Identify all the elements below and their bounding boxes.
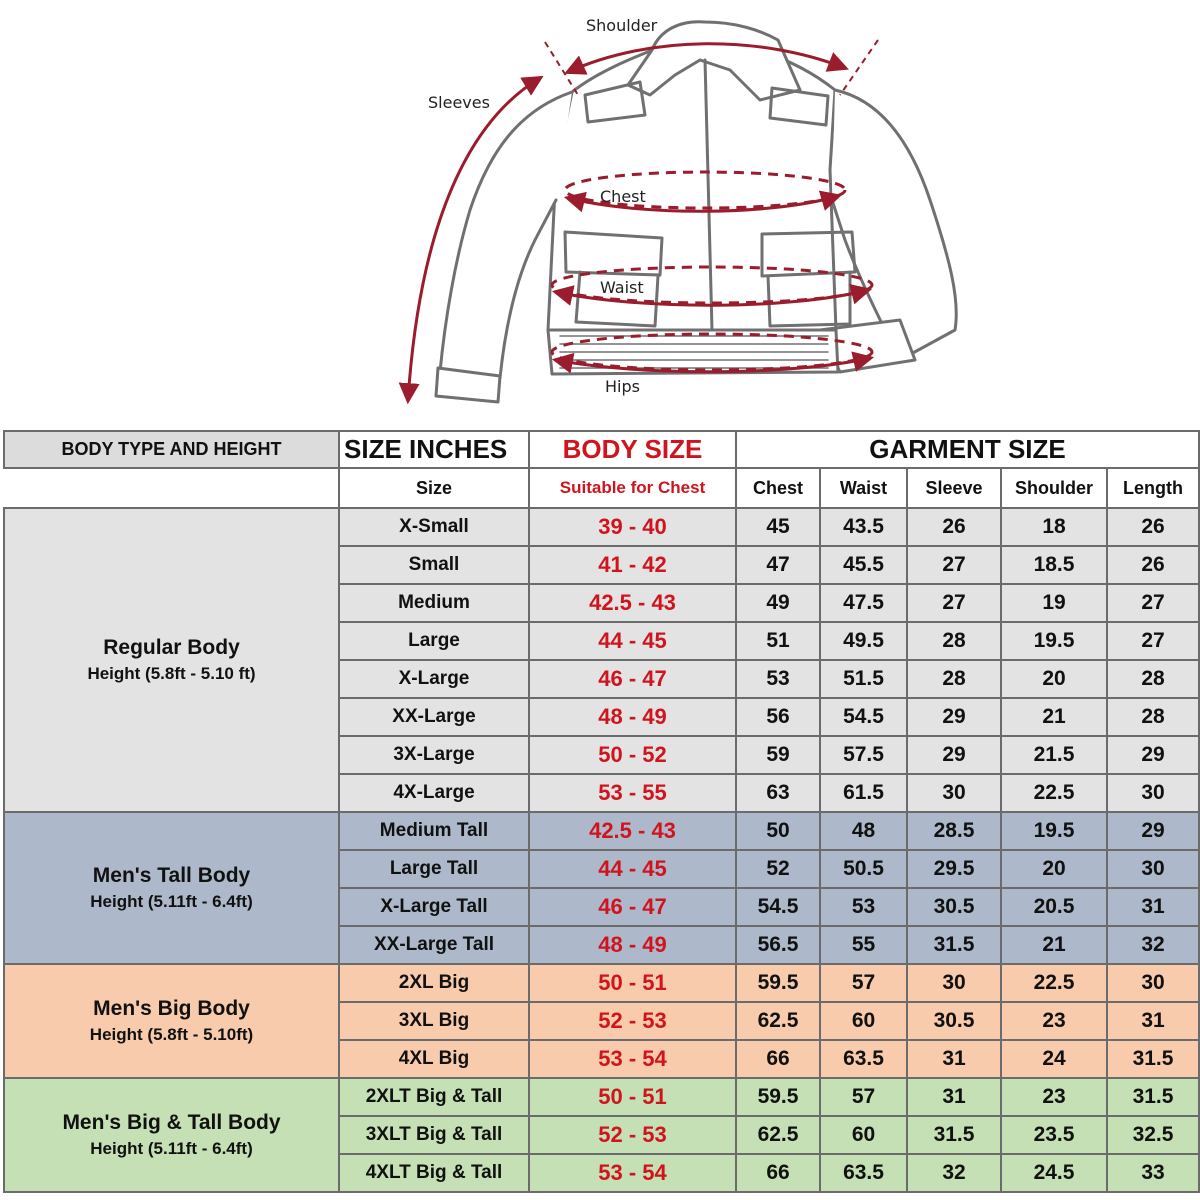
subheader-size: Size (339, 468, 529, 508)
body-size-cell: 52 - 53 (529, 1116, 736, 1154)
subheader-length: Length (1107, 468, 1199, 508)
header-body-type: BODY TYPE AND HEIGHT (4, 431, 339, 468)
jacket-measurement-diagram (0, 0, 1200, 425)
sleeve-cell: 31 (907, 1078, 1001, 1116)
shoulder-cell: 23 (1001, 1002, 1107, 1040)
chest-cell: 66 (736, 1040, 820, 1078)
shoulder-cell: 19 (1001, 584, 1107, 622)
header-size-inches: SIZE INCHES (339, 431, 529, 468)
shoulder-label: Shoulder (586, 16, 658, 35)
body-size-cell: 46 - 47 (529, 888, 736, 926)
waist-cell: 54.5 (820, 698, 907, 736)
sleeve-cell: 31 (907, 1040, 1001, 1078)
size-name-cell: 4XL Big (339, 1040, 529, 1078)
chest-cell: 63 (736, 774, 820, 812)
subheader-waist: Waist (820, 468, 907, 508)
size-name-cell: 2XLT Big & Tall (339, 1078, 529, 1116)
size-row (4, 812, 1199, 850)
size-name-cell: Large (339, 622, 529, 660)
length-cell: 27 (1107, 622, 1199, 660)
sleeve-cell: 29 (907, 736, 1001, 774)
body-type-height: Height (5.8ft - 5.10 ft) (87, 663, 256, 683)
header-row-main (4, 431, 1199, 468)
size-name-cell: X-Large (339, 660, 529, 698)
shoulder-cell: 23 (1001, 1078, 1107, 1116)
waist-cell: 60 (820, 1002, 907, 1040)
size-name-cell: XX-Large (339, 698, 529, 736)
size-row (4, 508, 1199, 546)
header-garment-size: GARMENT SIZE (736, 431, 1199, 468)
subheader-sleeve: Sleeve (907, 468, 1001, 508)
body-size-cell: 41 - 42 (529, 546, 736, 584)
waist-cell: 47.5 (820, 584, 907, 622)
body-size-cell: 50 - 51 (529, 964, 736, 1002)
waist-cell: 57 (820, 1078, 907, 1116)
length-cell: 31 (1107, 1002, 1199, 1040)
size-row (4, 1078, 1199, 1116)
waist-cell: 45.5 (820, 546, 907, 584)
body-type-group-cell (4, 964, 339, 1078)
length-cell: 31.5 (1107, 1078, 1199, 1116)
body-type-height: Height (5.11ft - 6.4ft) (90, 1138, 253, 1158)
length-cell: 32.5 (1107, 1116, 1199, 1154)
waist-cell: 63.5 (820, 1154, 907, 1192)
body-size-cell: 52 - 53 (529, 1002, 736, 1040)
waist-cell: 57 (820, 964, 907, 1002)
waist-cell: 48 (820, 812, 907, 850)
waist-cell: 57.5 (820, 736, 907, 774)
waist-cell: 43.5 (820, 508, 907, 546)
jacket-illustration (0, 0, 1200, 425)
length-cell: 32 (1107, 926, 1199, 964)
length-cell: 30 (1107, 964, 1199, 1002)
shoulder-cell: 19.5 (1001, 812, 1107, 850)
chest-cell: 53 (736, 660, 820, 698)
length-cell: 31 (1107, 888, 1199, 926)
waist-cell: 63.5 (820, 1040, 907, 1078)
body-type-group-cell (4, 508, 339, 812)
shoulder-cell: 20 (1001, 660, 1107, 698)
body-size-cell: 48 - 49 (529, 926, 736, 964)
size-name-cell: 3XL Big (339, 1002, 529, 1040)
waist-label: Waist (600, 278, 644, 297)
body-type-group-cell (4, 1078, 339, 1192)
sleeve-cell: 30.5 (907, 888, 1001, 926)
length-cell: 28 (1107, 660, 1199, 698)
waist-cell: 49.5 (820, 622, 907, 660)
sleeve-cell: 31.5 (907, 926, 1001, 964)
waist-cell: 51.5 (820, 660, 907, 698)
sleeve-cell: 31.5 (907, 1116, 1001, 1154)
sleeve-cell: 27 (907, 584, 1001, 622)
length-cell: 31.5 (1107, 1040, 1199, 1078)
sleeve-cell: 30.5 (907, 1002, 1001, 1040)
shoulder-cell: 20.5 (1001, 888, 1107, 926)
length-cell: 30 (1107, 850, 1199, 888)
sleeve-cell: 27 (907, 546, 1001, 584)
length-cell: 26 (1107, 546, 1199, 584)
subheader-suitable-for-chest: Suitable for Chest (529, 468, 736, 508)
body-size-cell: 53 - 54 (529, 1154, 736, 1192)
size-name-cell: Large Tall (339, 850, 529, 888)
header-body-size: BODY SIZE (529, 431, 736, 468)
subheader-chest: Chest (736, 468, 820, 508)
sleeve-cell: 32 (907, 1154, 1001, 1192)
size-name-cell: 4XLT Big & Tall (339, 1154, 529, 1192)
body-size-cell: 53 - 54 (529, 1040, 736, 1078)
body-size-cell: 42.5 - 43 (529, 812, 736, 850)
chest-cell: 51 (736, 622, 820, 660)
chest-cell: 56.5 (736, 926, 820, 964)
shoulder-cell: 18.5 (1001, 546, 1107, 584)
body-type-group-cell (4, 812, 339, 964)
length-cell: 29 (1107, 812, 1199, 850)
length-cell: 27 (1107, 584, 1199, 622)
waist-cell: 60 (820, 1116, 907, 1154)
sleeve-cell: 30 (907, 774, 1001, 812)
body-size-cell: 44 - 45 (529, 850, 736, 888)
chest-cell: 54.5 (736, 888, 820, 926)
body-type-title: Regular Body (103, 636, 240, 660)
sleeve-cell: 28.5 (907, 812, 1001, 850)
chest-label: Chest (600, 187, 646, 206)
body-size-cell: 48 - 49 (529, 698, 736, 736)
size-name-cell: Small (339, 546, 529, 584)
waist-cell: 61.5 (820, 774, 907, 812)
hips-label: Hips (605, 377, 640, 396)
size-name-cell: 2XL Big (339, 964, 529, 1002)
size-name-cell: XX-Large Tall (339, 926, 529, 964)
length-cell: 29 (1107, 736, 1199, 774)
chest-cell: 59.5 (736, 1078, 820, 1116)
shoulder-cell: 20 (1001, 850, 1107, 888)
sleeve-cell: 29.5 (907, 850, 1001, 888)
chest-cell: 52 (736, 850, 820, 888)
size-name-cell: 4X-Large (339, 774, 529, 812)
header-row-sub (4, 468, 1199, 508)
waist-cell: 55 (820, 926, 907, 964)
chest-cell: 49 (736, 584, 820, 622)
body-type-title: Men's Tall Body (92, 864, 251, 888)
chest-cell: 47 (736, 546, 820, 584)
chest-cell: 62.5 (736, 1002, 820, 1040)
shoulder-cell: 22.5 (1001, 774, 1107, 812)
header-blank-cell (4, 468, 339, 508)
sleeve-cell: 26 (907, 508, 1001, 546)
chest-cell: 59.5 (736, 964, 820, 1002)
shoulder-cell: 24.5 (1001, 1154, 1107, 1192)
shoulder-cell: 21 (1001, 698, 1107, 736)
body-size-cell: 42.5 - 43 (529, 584, 736, 622)
chest-cell: 50 (736, 812, 820, 850)
sleeves-label: Sleeves (428, 93, 490, 112)
body-type-title: Men's Big & Tall Body (62, 1111, 281, 1135)
chest-cell: 59 (736, 736, 820, 774)
length-cell: 33 (1107, 1154, 1199, 1192)
shoulder-cell: 23.5 (1001, 1116, 1107, 1154)
length-cell: 28 (1107, 698, 1199, 736)
size-name-cell: X-Large Tall (339, 888, 529, 926)
size-name-cell: Medium (339, 584, 529, 622)
length-cell: 30 (1107, 774, 1199, 812)
size-name-cell: Medium Tall (339, 812, 529, 850)
body-type-height: Height (5.8ft - 5.10ft) (89, 1024, 254, 1044)
size-chart-table (3, 430, 1200, 1193)
body-type-height: Height (5.11ft - 6.4ft) (90, 891, 253, 911)
body-size-cell: 50 - 51 (529, 1078, 736, 1116)
chest-cell: 62.5 (736, 1116, 820, 1154)
chest-cell: 45 (736, 508, 820, 546)
size-name-cell: 3X-Large (339, 736, 529, 774)
body-type-title: Men's Big Body (93, 997, 250, 1021)
sleeve-cell: 29 (907, 698, 1001, 736)
sleeve-cell: 28 (907, 660, 1001, 698)
shoulder-cell: 21 (1001, 926, 1107, 964)
sleeve-cell: 30 (907, 964, 1001, 1002)
size-name-cell: 3XLT Big & Tall (339, 1116, 529, 1154)
length-cell: 26 (1107, 508, 1199, 546)
shoulder-cell: 19.5 (1001, 622, 1107, 660)
chest-cell: 56 (736, 698, 820, 736)
waist-cell: 50.5 (820, 850, 907, 888)
body-size-cell: 44 - 45 (529, 622, 736, 660)
shoulder-cell: 24 (1001, 1040, 1107, 1078)
waist-cell: 53 (820, 888, 907, 926)
subheader-shoulder: Shoulder (1001, 468, 1107, 508)
body-size-cell: 46 - 47 (529, 660, 736, 698)
body-size-cell: 39 - 40 (529, 508, 736, 546)
shoulder-cell: 18 (1001, 508, 1107, 546)
sleeve-cell: 28 (907, 622, 1001, 660)
body-size-cell: 50 - 52 (529, 736, 736, 774)
shoulder-cell: 21.5 (1001, 736, 1107, 774)
shoulder-cell: 22.5 (1001, 964, 1107, 1002)
body-size-cell: 53 - 55 (529, 774, 736, 812)
size-name-cell: X-Small (339, 508, 529, 546)
chest-cell: 66 (736, 1154, 820, 1192)
size-row (4, 964, 1199, 1002)
